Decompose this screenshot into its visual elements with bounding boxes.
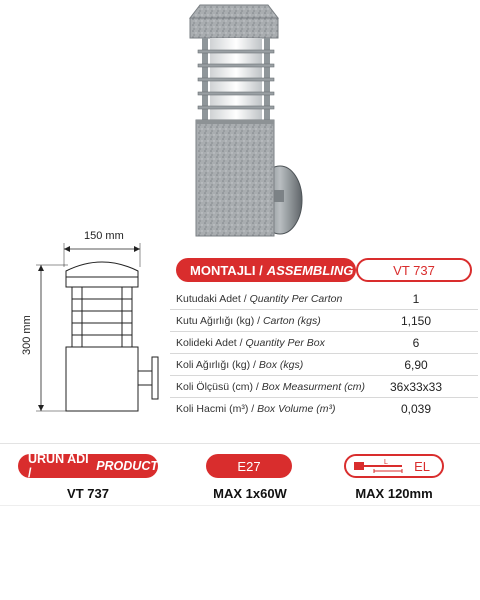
spec-label: Kutudaki Adet / Quantity Per Carton xyxy=(176,292,343,305)
spec-label: Koli Ölçüsü (cm) / Box Measurment (cm) xyxy=(176,380,366,393)
assembling-label-tr: MONTAJLI / xyxy=(190,262,263,278)
socket-label: E27 xyxy=(237,458,261,474)
assembling-label-en: ASSEMBLING xyxy=(266,262,354,278)
divider xyxy=(0,505,480,506)
specs-table xyxy=(170,288,478,419)
spec-label: Kutu Ağırlığı (kg) / Carton (kgs) xyxy=(176,314,321,327)
spec-label: Kolideki Adet / Quantity Per Box xyxy=(176,336,325,349)
product-label-tr: ÜRÜN ADI / xyxy=(28,452,89,480)
table-row xyxy=(170,288,478,310)
spec-value: 0,039 xyxy=(400,401,432,416)
product-label-en: PRODUCT xyxy=(96,459,158,473)
height-dimension: 300 mm xyxy=(21,315,33,355)
spec-value: 6 xyxy=(412,335,420,350)
divider xyxy=(0,443,480,444)
spec-value: 6,90 xyxy=(404,357,428,372)
table-row xyxy=(170,376,478,398)
spec-value: 1 xyxy=(412,291,420,306)
spec-value: 36x33x33 xyxy=(389,379,443,394)
cable-badge xyxy=(344,454,444,478)
table-row xyxy=(170,398,478,419)
table-row xyxy=(170,310,478,332)
cable-label: EL xyxy=(414,458,430,474)
assembling-header xyxy=(176,258,356,282)
socket-badge xyxy=(206,454,292,478)
spec-label: Koli Ağırlığı (kg) / Box (kgs) xyxy=(176,358,304,371)
table-row xyxy=(170,332,478,354)
power-value: MAX 1x60W xyxy=(213,486,287,501)
product-header xyxy=(18,454,158,478)
model-code: VT 737 xyxy=(393,262,435,278)
cable-max-value: MAX 120mm xyxy=(355,486,433,501)
spec-value: 1,150 xyxy=(400,313,432,328)
product-photo xyxy=(168,0,318,245)
cable-icon xyxy=(354,458,410,474)
width-dimension: 150 mm xyxy=(84,230,124,242)
svg-text:L: L xyxy=(384,459,388,466)
model-badge xyxy=(356,258,472,282)
table-row xyxy=(170,354,478,376)
spec-label: Koli Hacmi (m³) / Box Volume (m³) xyxy=(176,402,336,415)
product-value: VT 737 xyxy=(67,486,109,501)
dimension-drawing xyxy=(8,225,173,425)
